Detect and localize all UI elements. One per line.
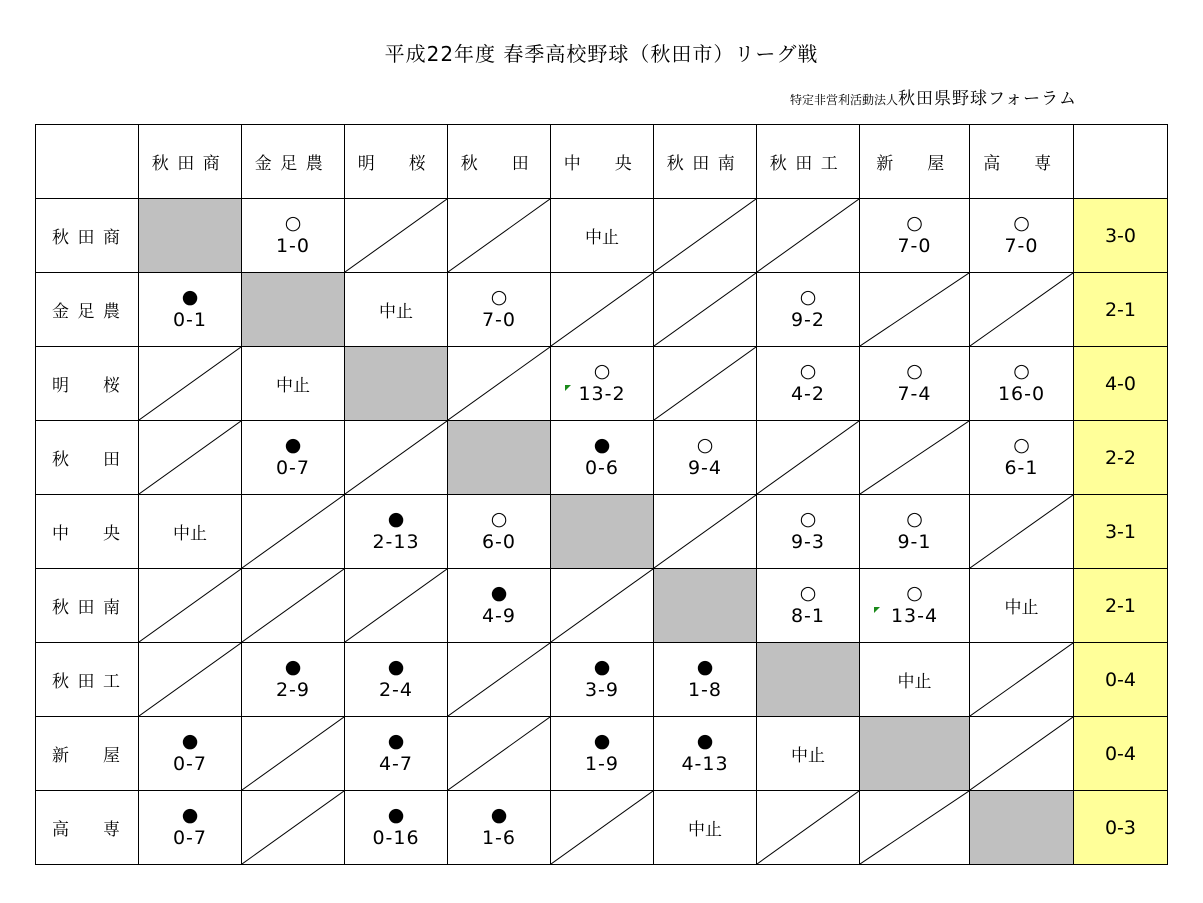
loss-dot-icon: ● xyxy=(387,803,405,826)
diagonal-slash xyxy=(860,791,969,864)
score: 1-9 xyxy=(584,752,620,775)
score: 9-1 xyxy=(897,530,932,553)
result-cell xyxy=(139,273,242,347)
table-row xyxy=(36,273,1168,347)
self-match-cell xyxy=(757,643,860,717)
not-played-cell xyxy=(551,569,654,643)
self-match-cell xyxy=(242,273,345,347)
result-cell xyxy=(345,273,448,347)
diagonal-slash xyxy=(139,643,241,716)
diagonal-slash xyxy=(551,569,653,642)
result-cell xyxy=(860,347,970,421)
result-cell xyxy=(242,421,345,495)
result-cell xyxy=(970,199,1074,273)
score: 7-0 xyxy=(1004,234,1039,257)
loss-dot-icon: ● xyxy=(593,729,611,752)
not-played-cell xyxy=(551,791,654,865)
not-played-cell xyxy=(654,199,757,273)
win-circle-icon: ○ xyxy=(593,359,611,382)
result-cell xyxy=(139,717,242,791)
win-circle-icon: ○ xyxy=(799,285,817,308)
not-played-cell xyxy=(242,569,345,643)
win-circle-icon: ○ xyxy=(696,433,714,456)
row-header: 秋田南 xyxy=(36,569,139,643)
score: 4-7 xyxy=(378,752,414,775)
record-cell: 0-4 xyxy=(1074,643,1168,717)
table-row xyxy=(36,791,1168,865)
result-cell xyxy=(970,421,1074,495)
loss-dot-icon: ● xyxy=(387,655,405,678)
win-circle-icon: ○ xyxy=(906,359,923,382)
not-played-cell xyxy=(757,421,860,495)
page-title: 平成22年度 春季高校野球（秋田市）リーグ戦 xyxy=(384,42,819,66)
not-played-cell xyxy=(654,495,757,569)
score: 0-7 xyxy=(275,456,311,479)
table-row xyxy=(36,717,1168,791)
diagonal-slash xyxy=(654,347,756,420)
diagonal-slash xyxy=(448,717,550,790)
not-played-cell xyxy=(345,421,448,495)
not-played-cell xyxy=(345,199,448,273)
result-cell xyxy=(139,791,242,865)
record-cell: 0-3 xyxy=(1074,791,1168,865)
self-match-cell xyxy=(970,791,1074,865)
loss-dot-icon: ● xyxy=(490,803,508,826)
diagonal-slash xyxy=(654,495,756,568)
row-header: 秋 田 xyxy=(36,421,139,495)
not-played-cell xyxy=(654,347,757,421)
diagonal-slash xyxy=(345,199,447,272)
score: 0-16 xyxy=(372,826,420,849)
result-cell xyxy=(551,421,654,495)
loss-dot-icon: ● xyxy=(593,655,611,678)
diagonal-slash xyxy=(242,569,344,642)
not-played-cell xyxy=(448,199,551,273)
score: 16-0 xyxy=(997,382,1046,405)
loss-dot-icon: ● xyxy=(181,285,199,308)
not-played-cell xyxy=(860,421,970,495)
win-circle-icon: ○ xyxy=(490,285,508,308)
result-cell xyxy=(345,717,448,791)
not-played-cell xyxy=(448,643,551,717)
win-circle-icon: ○ xyxy=(799,581,817,604)
row-header: 金足農 xyxy=(36,273,139,347)
table-row xyxy=(36,347,1168,421)
result-cell xyxy=(448,791,551,865)
organizer-name: 秋田県野球フォーラム xyxy=(898,89,1077,109)
not-played-cell xyxy=(139,643,242,717)
not-played-cell xyxy=(551,273,654,347)
not-played-cell xyxy=(242,495,345,569)
result-cell xyxy=(757,717,860,791)
diagonal-slash xyxy=(242,495,344,568)
cancelled-label: 中止 xyxy=(791,746,825,766)
table-row xyxy=(36,421,1168,495)
diagonal-slash xyxy=(757,199,859,272)
result-cell xyxy=(448,273,551,347)
win-circle-icon: ○ xyxy=(284,211,302,234)
win-circle-icon: ○ xyxy=(906,211,923,234)
result-cell xyxy=(448,569,551,643)
result-cell xyxy=(242,643,345,717)
diagonal-slash xyxy=(757,791,859,864)
diagonal-slash xyxy=(448,199,550,272)
not-played-cell xyxy=(139,347,242,421)
record-cell: 0-4 xyxy=(1074,717,1168,791)
not-played-cell xyxy=(139,569,242,643)
diagonal-slash xyxy=(551,273,653,346)
win-circle-icon: ○ xyxy=(490,507,508,530)
column-header: 金足農 xyxy=(242,125,345,199)
result-cell xyxy=(345,643,448,717)
column-header: 明 桜 xyxy=(345,125,448,199)
self-match-cell xyxy=(654,569,757,643)
score: 6-0 xyxy=(481,530,517,553)
record-header xyxy=(1074,125,1168,199)
win-circle-icon: ○ xyxy=(799,359,817,382)
result-cell xyxy=(242,347,345,421)
table-row xyxy=(36,199,1168,273)
cancelled-label: 中止 xyxy=(173,524,207,544)
record-cell: 2-2 xyxy=(1074,421,1168,495)
diagonal-slash xyxy=(139,421,241,494)
diagonal-slash xyxy=(970,273,1073,346)
not-played-cell xyxy=(654,273,757,347)
score: 13-4 xyxy=(890,604,939,627)
cancelled-label: 中止 xyxy=(688,820,722,840)
diagonal-slash xyxy=(970,717,1073,790)
row-header: 高 専 xyxy=(36,791,139,865)
not-played-cell xyxy=(970,643,1074,717)
score: 1-0 xyxy=(275,234,311,257)
header-row xyxy=(36,125,1168,199)
record-cell: 4-0 xyxy=(1074,347,1168,421)
diagonal-slash xyxy=(654,273,756,346)
diagonal-slash xyxy=(242,717,344,790)
win-circle-icon: ○ xyxy=(799,507,817,530)
column-header: 秋田商 xyxy=(139,125,242,199)
diagonal-slash xyxy=(448,643,550,716)
diagonal-slash xyxy=(448,347,550,420)
loss-dot-icon: ● xyxy=(593,433,611,456)
score: 1-6 xyxy=(481,826,517,849)
not-played-cell xyxy=(970,495,1074,569)
score: 0-6 xyxy=(584,456,620,479)
result-cell xyxy=(345,495,448,569)
score: 8-1 xyxy=(790,604,826,627)
result-cell xyxy=(970,569,1074,643)
score: 2-13 xyxy=(372,530,420,553)
comment-flag-icon xyxy=(874,607,880,613)
win-circle-icon: ○ xyxy=(906,581,923,604)
cancelled-label: 中止 xyxy=(1004,598,1039,618)
organizer xyxy=(790,84,1077,109)
not-played-cell xyxy=(757,791,860,865)
diagonal-slash xyxy=(139,569,241,642)
diagonal-slash xyxy=(345,421,447,494)
result-cell xyxy=(448,495,551,569)
win-circle-icon: ○ xyxy=(1013,359,1030,382)
score: 13-2 xyxy=(578,382,626,405)
cancelled-label: 中止 xyxy=(276,376,310,396)
not-played-cell xyxy=(345,569,448,643)
score: 1-8 xyxy=(687,678,723,701)
score: 3-9 xyxy=(584,678,620,701)
loss-dot-icon: ● xyxy=(490,581,508,604)
win-circle-icon: ○ xyxy=(906,507,923,530)
organizer-prefix: 特定非営利活動法人 xyxy=(790,93,899,107)
result-cell xyxy=(551,347,654,421)
score: 9-4 xyxy=(687,456,723,479)
not-played-cell xyxy=(448,717,551,791)
score: 9-2 xyxy=(790,308,826,331)
record-cell: 3-0 xyxy=(1074,199,1168,273)
diagonal-slash xyxy=(757,421,859,494)
result-cell xyxy=(860,643,970,717)
score: 4-13 xyxy=(681,752,729,775)
score: 0-7 xyxy=(172,826,208,849)
loss-dot-icon: ● xyxy=(181,803,199,826)
record-cell: 3-1 xyxy=(1074,495,1168,569)
comment-flag-icon xyxy=(565,385,571,391)
record-cell: 2-1 xyxy=(1074,273,1168,347)
loss-dot-icon: ● xyxy=(696,655,714,678)
column-header: 高 専 xyxy=(970,125,1074,199)
result-cell xyxy=(345,791,448,865)
result-cell xyxy=(654,717,757,791)
self-match-cell xyxy=(345,347,448,421)
score: 7-4 xyxy=(897,382,932,405)
row-header: 秋田工 xyxy=(36,643,139,717)
self-match-cell xyxy=(448,421,551,495)
league-table xyxy=(35,124,1168,865)
result-cell xyxy=(757,273,860,347)
record-cell: 2-1 xyxy=(1074,569,1168,643)
score: 6-1 xyxy=(1004,456,1039,479)
diagonal-slash xyxy=(551,791,653,864)
win-circle-icon: ○ xyxy=(1013,211,1030,234)
score: 4-2 xyxy=(790,382,826,405)
score: 7-0 xyxy=(481,308,517,331)
self-match-cell xyxy=(139,199,242,273)
not-played-cell xyxy=(448,347,551,421)
result-cell xyxy=(860,495,970,569)
result-cell xyxy=(654,421,757,495)
row-header: 中 央 xyxy=(36,495,139,569)
result-cell xyxy=(139,495,242,569)
result-cell xyxy=(860,199,970,273)
cancelled-label: 中止 xyxy=(897,672,932,692)
score: 9-3 xyxy=(790,530,826,553)
table-row xyxy=(36,495,1168,569)
self-match-cell xyxy=(551,495,654,569)
not-played-cell xyxy=(860,791,970,865)
win-circle-icon: ○ xyxy=(1013,433,1030,456)
diagonal-slash xyxy=(970,643,1073,716)
result-cell xyxy=(242,199,345,273)
result-cell xyxy=(654,643,757,717)
column-header: 新 屋 xyxy=(860,125,970,199)
loss-dot-icon: ● xyxy=(696,729,714,752)
row-header: 新 屋 xyxy=(36,717,139,791)
column-header: 秋田南 xyxy=(654,125,757,199)
corner-cell xyxy=(36,125,139,199)
score: 0-1 xyxy=(172,308,208,331)
result-cell xyxy=(757,495,860,569)
loss-dot-icon: ● xyxy=(284,655,302,678)
diagonal-slash xyxy=(654,199,756,272)
not-played-cell xyxy=(970,717,1074,791)
diagonal-slash xyxy=(860,273,969,346)
score: 7-0 xyxy=(897,234,932,257)
diagonal-slash xyxy=(970,495,1073,568)
diagonal-slash xyxy=(345,569,447,642)
score: 2-4 xyxy=(378,678,414,701)
result-cell xyxy=(654,791,757,865)
loss-dot-icon: ● xyxy=(284,433,302,456)
column-header: 中 央 xyxy=(551,125,654,199)
not-played-cell xyxy=(242,791,345,865)
result-cell xyxy=(757,569,860,643)
cancelled-label: 中止 xyxy=(585,228,619,248)
not-played-cell xyxy=(860,273,970,347)
not-played-cell xyxy=(757,199,860,273)
score: 0-7 xyxy=(172,752,208,775)
column-header: 秋田工 xyxy=(757,125,860,199)
score: 4-9 xyxy=(481,604,517,627)
result-cell xyxy=(551,199,654,273)
not-played-cell xyxy=(970,273,1074,347)
cancelled-label: 中止 xyxy=(379,302,413,322)
table-row xyxy=(36,643,1168,717)
not-played-cell xyxy=(139,421,242,495)
result-cell xyxy=(551,643,654,717)
self-match-cell xyxy=(860,717,970,791)
row-header: 明 桜 xyxy=(36,347,139,421)
column-header: 秋 田 xyxy=(448,125,551,199)
result-cell xyxy=(860,569,970,643)
diagonal-slash xyxy=(139,347,241,420)
result-cell xyxy=(551,717,654,791)
score: 2-9 xyxy=(275,678,311,701)
diagonal-slash xyxy=(860,421,969,494)
diagonal-slash xyxy=(242,791,344,864)
table-row xyxy=(36,569,1168,643)
result-cell xyxy=(757,347,860,421)
row-header: 秋田商 xyxy=(36,199,139,273)
loss-dot-icon: ● xyxy=(387,729,405,752)
loss-dot-icon: ● xyxy=(387,507,405,530)
not-played-cell xyxy=(242,717,345,791)
loss-dot-icon: ● xyxy=(181,729,199,752)
result-cell xyxy=(970,347,1074,421)
